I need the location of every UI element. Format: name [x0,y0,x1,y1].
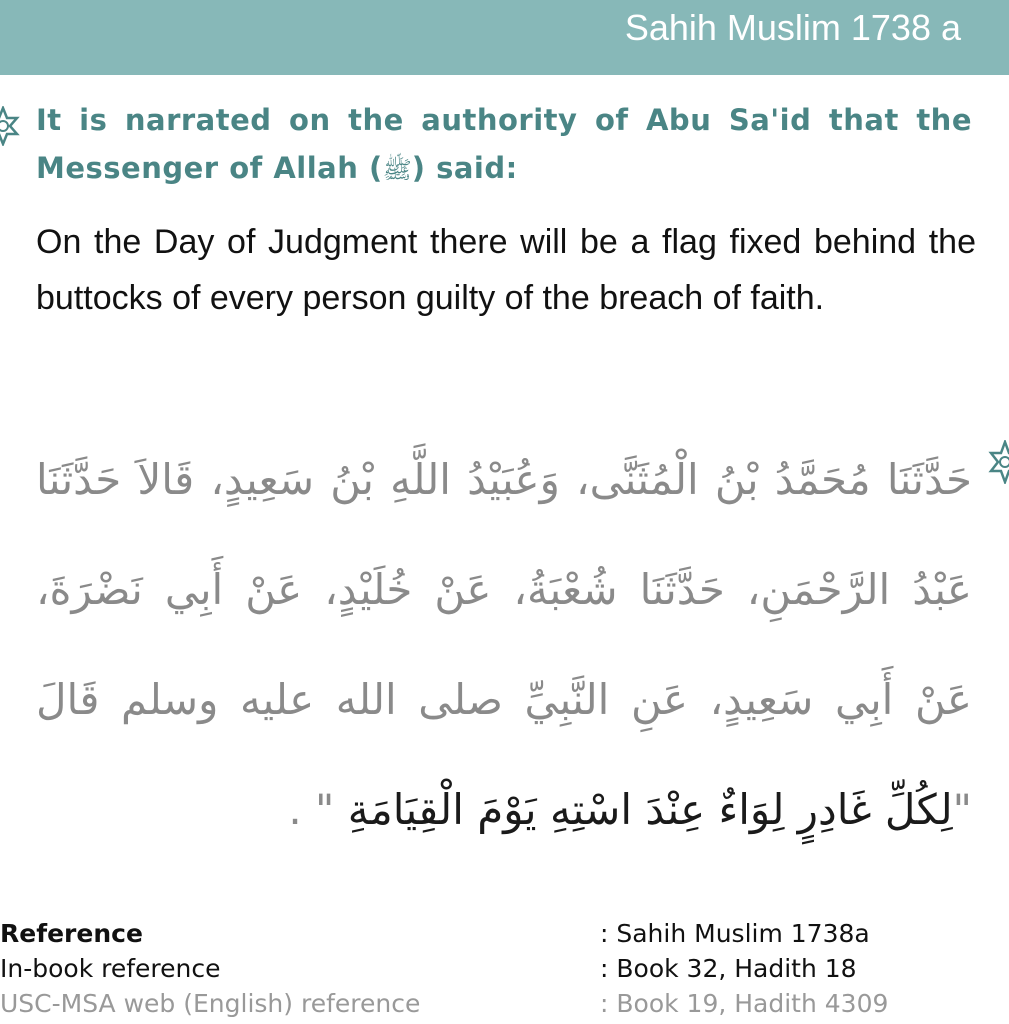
salutation-glyph: ﷺ [382,156,412,184]
reference-label: USC-MSA web (English) reference [0,989,421,1018]
reference-value: : Book 32, Hadith 18 [600,954,857,983]
reference-row [0,916,1009,951]
narrator-chain [36,96,972,194]
reference-row [0,951,1009,986]
narrator-text-end: ) said: [411,151,518,185]
star-ornament-icon [0,106,20,150]
header-bar [0,0,1009,75]
star-ornament-icon [988,440,1009,488]
arabic-closing: " . [288,785,348,834]
arabic-isnad: حَدَّثَنَا مُحَمَّدُ بْنُ الْمُثَنَّى، وَعُبَيْدُ اللَّهِ بْنُ سَعِيدٍ، قَالاَ حَدَّثَنَا عَبْدُ الرَّحْمَنِ، حَدَّثَنَا شُعْبَةُ، عَنْ خُلَيْدٍ، عَنْ أَبِي نَضْرَةَ، عَنْ أَبِي سَعِيدٍ، عَنِ النَّبِيِّ صلى الله عليه وسلم قَالَ " [36,455,972,834]
narrator-text: It is narrated on the authority of Abu Sa'id that the Messenger of Allah ( [36,103,972,185]
english-translation: On the Day of Judgment there will be a flag fixed behind the buttocks of every person guilty of the breach of faith. [36,223,976,317]
arabic-matn: لِكُلِّ غَادِرٍ لِوَاءٌ عِنْدَ اسْتِهِ يَوْمَ الْقِيَامَةِ [347,785,953,834]
reference-row [0,986,1009,1021]
arabic-text [36,425,972,865]
page-title: Sahih Muslim 1738 a [624,7,961,48]
reference-value: : Sahih Muslim 1738a [600,919,870,948]
reference-label: In-book reference [0,954,221,983]
reference-table [0,916,1009,1021]
reference-value: : Book 19, Hadith 4309 [600,989,889,1018]
reference-label: Reference [0,919,143,948]
